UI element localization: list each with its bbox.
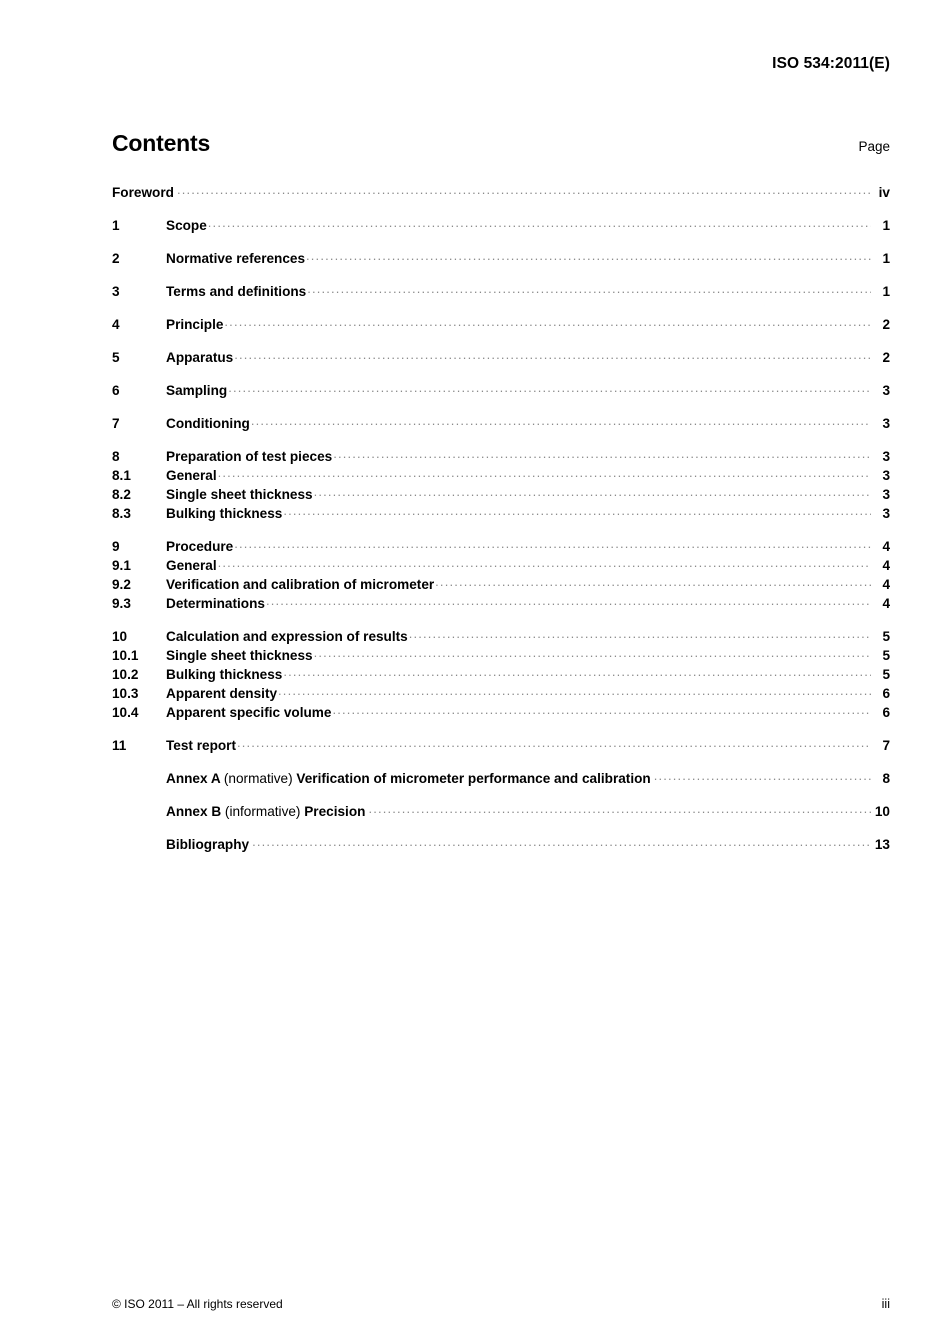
toc-entry[interactable] <box>112 447 890 466</box>
toc-entry[interactable] <box>112 556 890 575</box>
toc-group <box>112 627 890 722</box>
toc-group <box>112 348 890 367</box>
toc-entry-label: Apparent specific volume <box>166 704 332 720</box>
toc-entry-page: 10 <box>874 803 890 819</box>
toc-entry-label: Conditioning <box>166 415 250 431</box>
toc-entry[interactable] <box>112 736 890 755</box>
toc-entry-label: Bibliography <box>166 836 250 852</box>
toc-entry-label: Foreword <box>112 184 174 200</box>
toc-entry-number: 10.2 <box>112 666 139 682</box>
toc-entry[interactable] <box>112 835 890 854</box>
toc-dot-leader <box>224 315 871 329</box>
toc-entry-page: 7 <box>882 737 890 753</box>
toc-entry-label: Preparation of test pieces <box>166 448 333 464</box>
toc-entry-page: iv <box>878 184 890 200</box>
toc-group <box>112 249 890 268</box>
toc-entry-label-tail: Verification of micrometer performance and calibration <box>292 770 651 786</box>
toc-entry-number: 9.1 <box>112 557 131 573</box>
toc-entry-number: 7 <box>112 415 120 431</box>
toc-entry-page: 4 <box>882 557 890 573</box>
toc-dot-leader <box>409 627 871 641</box>
toc-entry-number: 10.3 <box>112 685 139 701</box>
toc-dot-leader <box>177 183 871 197</box>
toc-dot-leader <box>368 802 871 816</box>
toc-entry[interactable] <box>112 249 890 268</box>
toc-entry-page: 8 <box>882 770 890 786</box>
toc-dot-leader <box>278 684 871 698</box>
toc-dot-leader <box>251 414 871 428</box>
toc-entry[interactable] <box>112 646 890 665</box>
toc-entry-number: 4 <box>112 316 120 332</box>
toc-entry[interactable] <box>112 216 890 235</box>
toc-group <box>112 802 890 821</box>
toc-dot-leader <box>237 736 871 750</box>
toc-dot-leader <box>332 703 871 717</box>
toc-entry-page: 13 <box>874 836 890 852</box>
toc-dot-leader <box>218 466 871 480</box>
table-of-contents <box>112 183 890 854</box>
toc-group <box>112 447 890 523</box>
toc-entry[interactable] <box>112 315 890 334</box>
toc-entry-page: 4 <box>882 538 890 554</box>
toc-entry-page: 6 <box>882 685 890 701</box>
toc-entry-label: Apparatus <box>166 349 234 365</box>
toc-entry[interactable] <box>112 684 890 703</box>
toc-entry-number: 8 <box>112 448 120 464</box>
toc-entry-label-qualifier: (informative) <box>224 803 301 819</box>
toc-entry[interactable] <box>112 703 890 722</box>
toc-dot-leader <box>266 594 871 608</box>
toc-group <box>112 183 890 202</box>
toc-entry-number: 9.3 <box>112 595 131 611</box>
toc-entry-page: 5 <box>882 628 890 644</box>
page-title: Contents <box>112 130 211 156</box>
toc-dot-leader <box>228 381 871 395</box>
toc-entry-page: 3 <box>882 505 890 521</box>
toc-entry[interactable] <box>112 769 890 788</box>
toc-entry[interactable] <box>112 348 890 367</box>
toc-entry-label: Bulking thickness <box>166 505 283 521</box>
contents-title-row <box>112 130 890 157</box>
toc-entry[interactable] <box>112 802 890 821</box>
toc-entry[interactable] <box>112 575 890 594</box>
toc-entry-label: Determinations <box>166 595 265 611</box>
toc-entry-number: 10 <box>112 628 128 644</box>
toc-entry-label: General <box>166 467 217 483</box>
toc-entry-page: 6 <box>882 704 890 720</box>
toc-dot-leader <box>307 282 871 296</box>
toc-entry-number: 8.1 <box>112 467 131 483</box>
toc-entry-page: 1 <box>882 217 890 233</box>
toc-entry-page: 1 <box>882 250 890 266</box>
toc-entry-page: 3 <box>882 448 890 464</box>
toc-entry-number: 5 <box>112 349 120 365</box>
toc-entry-label: Single sheet thickness <box>166 647 313 663</box>
document-footer <box>112 1297 890 1311</box>
toc-entry[interactable] <box>112 537 890 556</box>
toc-entry-label: Scope <box>166 217 207 233</box>
toc-entry[interactable] <box>112 282 890 301</box>
toc-entry-number: 1 <box>112 217 120 233</box>
toc-entry-label: Procedure <box>166 538 234 554</box>
toc-entry-number: 8.2 <box>112 486 131 502</box>
toc-entry-page: 4 <box>882 595 890 611</box>
toc-entry-label: Sampling <box>166 382 228 398</box>
toc-entry[interactable] <box>112 183 890 202</box>
toc-entry-page: 2 <box>882 316 890 332</box>
toc-group <box>112 381 890 400</box>
toc-group <box>112 537 890 613</box>
toc-entry[interactable] <box>112 485 890 504</box>
toc-entry-number: 9 <box>112 538 120 554</box>
toc-entry[interactable] <box>112 594 890 613</box>
toc-entry-page: 4 <box>882 576 890 592</box>
toc-dot-leader <box>283 665 871 679</box>
page-column-header: Page <box>858 139 890 154</box>
toc-entry-label <box>166 772 653 786</box>
footer-page-number: iii <box>881 1297 890 1311</box>
toc-entry[interactable] <box>112 665 890 684</box>
toc-dot-leader <box>218 556 871 570</box>
toc-dot-leader <box>252 835 871 849</box>
toc-entry-label <box>166 805 367 819</box>
toc-entry-label: Apparent density <box>166 685 278 701</box>
toc-dot-leader <box>654 769 871 783</box>
toc-entry[interactable] <box>112 627 890 646</box>
toc-dot-leader <box>314 646 871 660</box>
document-header-standard-ref: ISO 534:2011(E) <box>772 55 890 72</box>
toc-entry-label: General <box>166 557 217 573</box>
toc-entry-label: Test report <box>166 737 236 753</box>
toc-group <box>112 736 890 755</box>
toc-entry-label: Verification and calibration of micrometer <box>166 576 435 592</box>
toc-entry[interactable] <box>112 414 890 433</box>
toc-entry-label: Terms and definitions <box>166 283 307 299</box>
toc-group <box>112 216 890 235</box>
toc-dot-leader <box>208 216 871 230</box>
toc-entry-label: Calculation and expression of results <box>166 628 408 644</box>
toc-entry-number: 6 <box>112 382 120 398</box>
toc-entry-page: 3 <box>882 467 890 483</box>
toc-entry-page: 2 <box>882 349 890 365</box>
toc-entry-label: Bulking thickness <box>166 666 283 682</box>
toc-entry-number: 9.2 <box>112 576 131 592</box>
toc-dot-leader <box>306 249 871 263</box>
toc-entry-number: 2 <box>112 250 120 266</box>
toc-entry-label: Principle <box>166 316 224 332</box>
toc-dot-leader <box>234 348 871 362</box>
toc-entry-number: 8.3 <box>112 505 131 521</box>
toc-entry-label: Single sheet thickness <box>166 486 313 502</box>
toc-entry-page: 3 <box>882 415 890 431</box>
toc-entry-label-lead: Annex A <box>166 770 224 786</box>
toc-entry-page: 3 <box>882 382 890 398</box>
toc-entry-page: 3 <box>882 486 890 502</box>
toc-entry-label-lead: Annex B <box>166 803 225 819</box>
toc-group <box>112 769 890 788</box>
footer-copyright: © ISO 2011 – All rights reserved <box>112 1297 283 1311</box>
toc-entry-page: 1 <box>882 283 890 299</box>
toc-entry[interactable] <box>112 381 890 400</box>
toc-group <box>112 315 890 334</box>
toc-entry-label-qualifier: (normative) <box>223 770 293 786</box>
toc-entry-page: 5 <box>882 647 890 663</box>
toc-entry-label-tail: Precision <box>300 803 366 819</box>
toc-dot-leader <box>333 447 871 461</box>
toc-group <box>112 414 890 433</box>
toc-entry-number: 10.4 <box>112 704 139 720</box>
toc-group <box>112 835 890 854</box>
toc-dot-leader <box>314 485 871 499</box>
toc-dot-leader <box>435 575 871 589</box>
toc-entry[interactable] <box>112 466 890 485</box>
toc-entry-number: 10.1 <box>112 647 139 663</box>
toc-entry-number: 3 <box>112 283 120 299</box>
toc-entry-number: 11 <box>112 737 127 753</box>
toc-dot-leader <box>283 504 871 518</box>
toc-entry[interactable] <box>112 504 890 523</box>
toc-dot-leader <box>234 537 871 551</box>
toc-group <box>112 282 890 301</box>
toc-entry-label: Normative references <box>166 250 306 266</box>
toc-entry-page: 5 <box>882 666 890 682</box>
